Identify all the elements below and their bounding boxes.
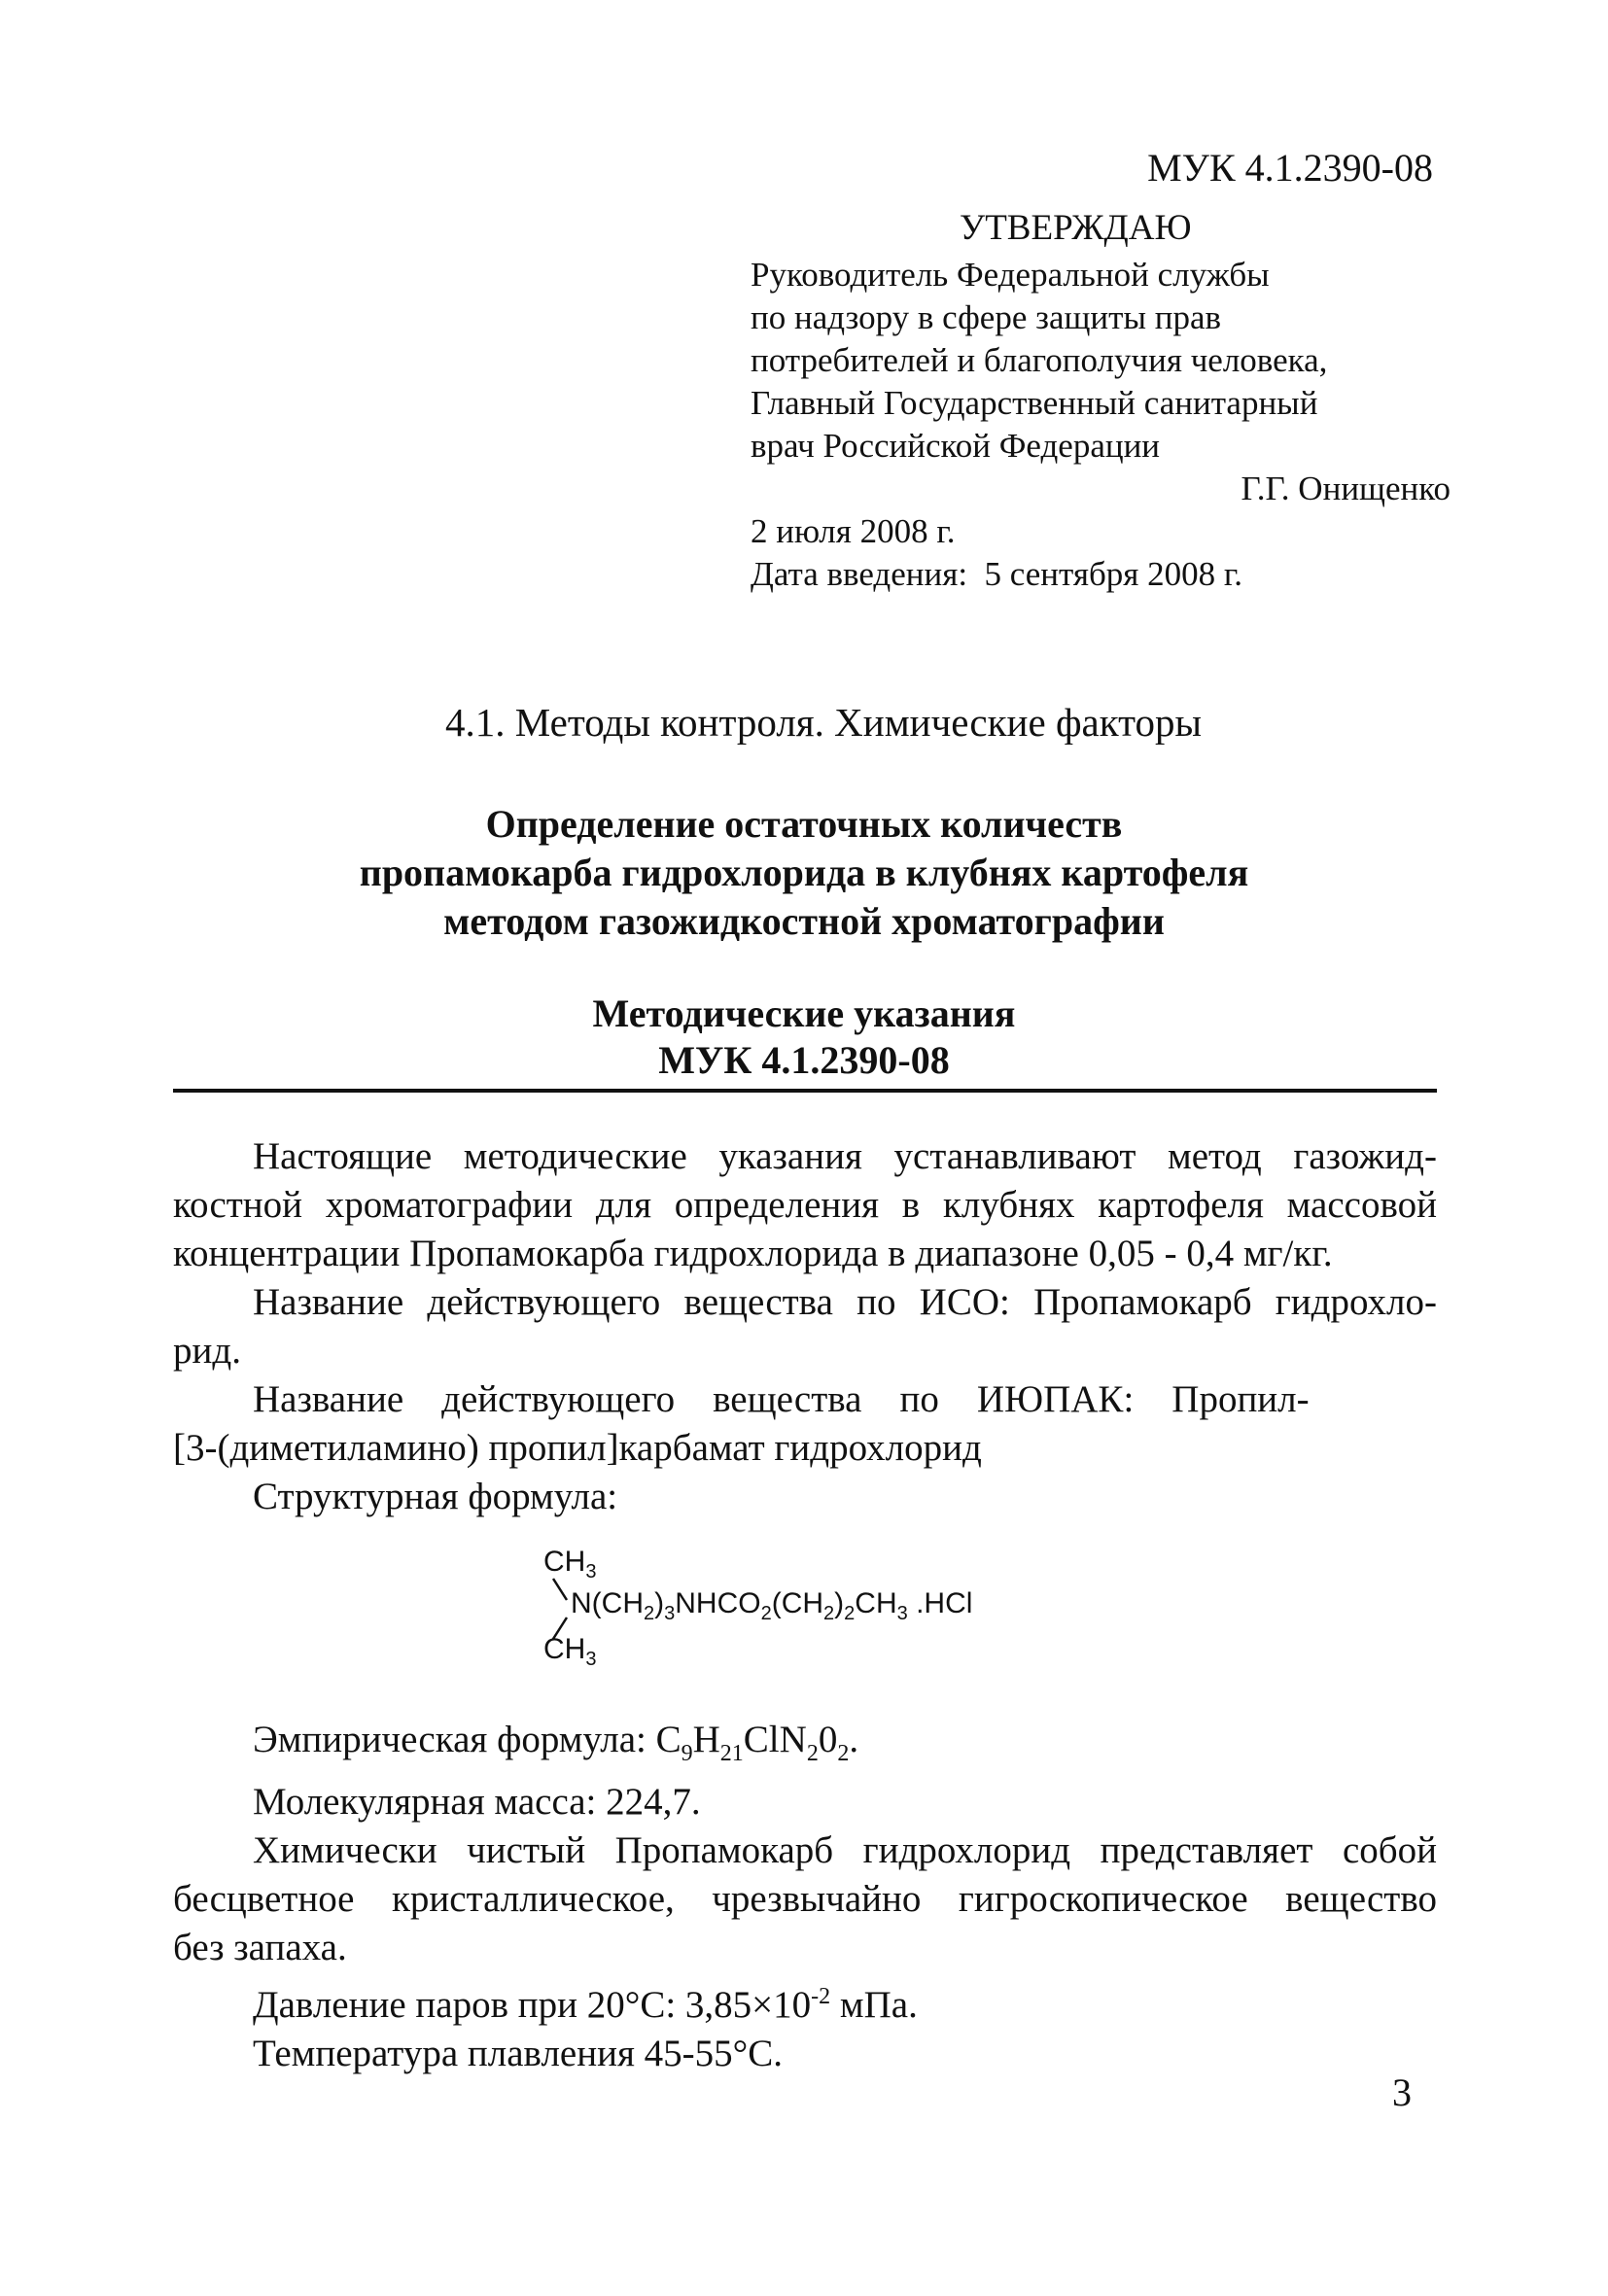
empirical-formula: Эмпирическая формула: $C_9H_{21}ClN_20_2$. [253,1719,859,1766]
approval-line: по надзору в сфере защиты прав [751,298,1222,336]
paragraph-line: Название действующего вещества по ИЮПАК: Пропил- [253,1378,1310,1420]
paragraph-line: костной хроматографии для определения в клубнях картофеля массовой [173,1184,1437,1226]
paragraph-line: без запаха. [173,1926,347,1968]
title-divider [173,1089,1437,1093]
vapor-pressure: Давление паров при 20°С: $3,85\times 10^{-2}$ мПа. [253,1983,918,2026]
paragraph-line: Название действующего вещества по ИСО: Пропамокарб гидрохло- [253,1281,1437,1323]
title-line: пропамокарба гидрохлорида в клубнях картофеля [359,851,1249,894]
paragraph-line: концентрации Пропамокарба гидрохлорида в диапазоне 0,05 - 0,4 мг/кг. [173,1233,1333,1274]
paragraph-line: бесцветное кристаллическое, чрезвычайно гигроскопическое вещество [173,1877,1437,1920]
approval-date: 2 июля 2008 г. [751,512,956,550]
paragraph-line: Химически чистый Пропамокарб гидрохлорид представляет собой [253,1828,1437,1871]
formula-main-chain: $N(CH_2)_3NHCO_2(CH_2)_2CH_3$ .HCl [571,1587,973,1624]
molecular-mass: Молекулярная масса: 224,7. [253,1780,701,1823]
paragraph-line: Настоящие методические указания устанавливают метод газожид- [253,1135,1437,1177]
paragraph-line: Структурная формула: [253,1476,618,1517]
properties-text [173,1716,1437,2078]
title-code: МУК 4.1.2390-08 [658,1038,950,1082]
subtitle: Методические указания [592,991,1016,1035]
paragraph-line: [3-(диметиламино) пропил]карбамат гидрохлорид [173,1427,982,1469]
body-text [173,1132,1437,1521]
section-title: 4.1. Методы контроля. Химические факторы [444,700,1203,745]
document-code: МУК 4.1.2390-08 [1147,146,1433,190]
formula-bottom-ch3: $CH_3$ [543,1633,597,1670]
effective-date: Дата введения: 5 сентября 2008 г. [751,555,1243,593]
approval-line: врач Российской Федерации [751,427,1161,465]
signatory-name: Г.Г. Онищенко [1241,470,1451,507]
approval-line: Руководитель Федеральной службы [751,256,1270,294]
title-line: Определение остаточных количеств [485,802,1123,846]
approval-line: Главный Государственный санитарный [751,384,1318,422]
melting-point: Температура плавления 45-55°С. [253,2032,783,2074]
structural-formula [540,1546,1123,1682]
approval-block [751,208,1451,596]
formula-top-ch3: $CH_3$ [543,1546,597,1583]
approval-heading: УТВЕРЖДАЮ [960,208,1192,248]
title-line: методом газожидкостной хроматографии [443,899,1165,943]
approval-line: потребителей и благополучия человека, [751,341,1328,379]
paragraph-line: рид. [173,1330,241,1372]
page-number: 3 [1392,2070,1412,2114]
